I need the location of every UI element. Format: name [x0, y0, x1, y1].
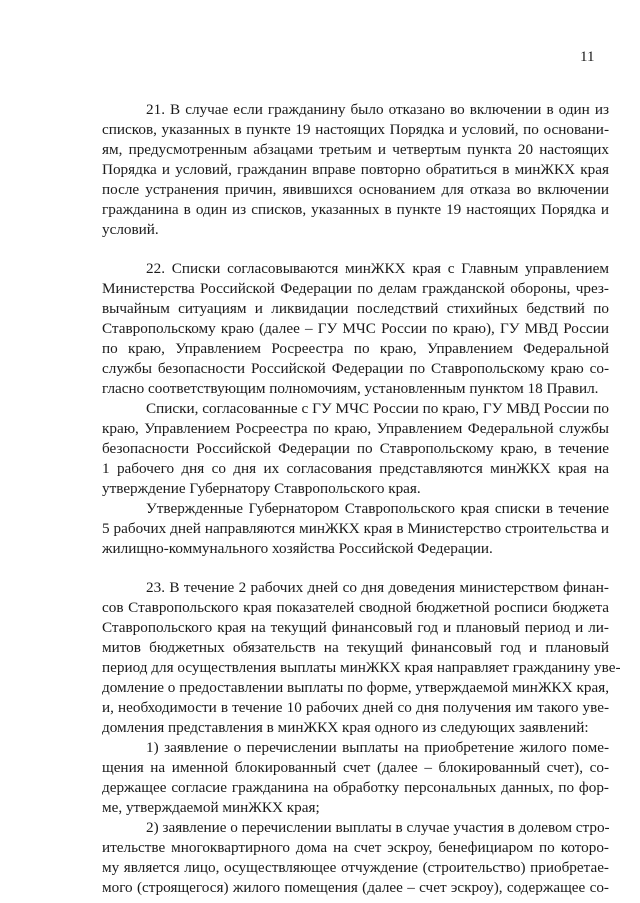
text-line: безопасности Российской Федерации по Ставропольскому краю, в течение [102, 440, 609, 457]
text-line: ительстве многоквартирного дома на счет эскроу, бенефициаром по которо- [102, 839, 609, 856]
text-line: мого (строящегося) жилого помещения (далее – счет эскроу), содержащее со- [102, 879, 609, 896]
text-line: 5 рабочих дней направляются минЖКХ края в Министерство строительства и [102, 520, 609, 537]
text-line: митов бюджетных обязательств на текущий финансовый год и плановый [102, 639, 609, 656]
text-line: му является лицо, осуществляющее отчуждение (строительство) приобретае- [102, 859, 609, 876]
text-line: Порядка и условий, гражданин вправе повторно обратиться в минЖКХ края [102, 161, 609, 178]
text-line: жилищно-коммунального хозяйства Российской Федерации. [102, 540, 493, 557]
text-line: гражданина в один из списков, указанных в пункте 19 настоящих Порядка и [102, 201, 609, 218]
paragraph-22-approved-lists [102, 399, 609, 499]
text-line: гласно соответствующим полномочиям, установленным пунктом 18 Правил. [102, 380, 599, 397]
list-item-1 [102, 738, 609, 818]
text-line: ям, предусмотренным абзацами третьим и четвертым пункта 20 настоящих [102, 141, 609, 158]
paragraph-23 [102, 578, 621, 738]
text-line: 1 рабочего дня со дня их согласования представляются минЖКХ края на [102, 460, 609, 477]
text-line: 1) заявление о перечислении выплаты на приобретение жилого поме- [146, 739, 609, 756]
document-body [102, 100, 621, 898]
text-line: по краю, Управлением Росреестра по краю, Управлением Федеральной [102, 340, 609, 357]
text-line: держащее согласие гражданина на обработку персональных данных, по фор- [102, 779, 609, 796]
text-line: краю, Управлением Росреестра по краю, Управлением Федеральной службы [102, 420, 609, 437]
text-line: Списки, согласованные с ГУ МЧС России по краю, ГУ МВД России по [146, 400, 609, 417]
text-line: период для осуществления выплаты минЖКХ края направляет гражданину уве- [102, 659, 621, 676]
paragraph-22 [102, 259, 609, 399]
text-line: 2) заявление о перечислении выплаты в случае участия в долевом стро- [146, 819, 610, 836]
text-line: сов Ставропольского края показателей сводной бюджетной росписи бюджета [102, 599, 609, 616]
text-line: службы безопасности Российской Федерации по Ставропольскому краю со- [102, 360, 609, 377]
text-line: 23. В течение 2 рабочих дней со дня доведения министерством финан- [146, 579, 609, 596]
text-line: Утвержденные Губернатором Ставропольского края списки в течение [146, 500, 609, 517]
text-line: домления представления в минЖКХ края одного из следующих заявлений: [102, 719, 589, 736]
text-line: 21. В случае если гражданину было отказано во включении в один из [146, 101, 609, 118]
text-line: щения на именной блокированный счет (далее – блокированный счет), со- [102, 759, 609, 776]
text-line: вычайным ситуациям и ликвидации последствий стихийных бедствий по [102, 300, 609, 317]
text-line: утверждение Губернатору Ставропольского края. [102, 480, 421, 497]
paragraph-22-governor-lists [102, 499, 609, 559]
page-number: 11 [580, 49, 595, 65]
text-line: после устранения причин, явившихся основанием для отказа во включении [102, 181, 609, 198]
text-line: списков, указанных в пункте 19 настоящих Порядка и условий, по основани- [102, 121, 609, 138]
list-item-2 [102, 818, 609, 898]
text-line: Ставропольскому краю (далее – ГУ МЧС России по краю), ГУ МВД России [102, 320, 609, 337]
text-line: и, необходимости в течение 10 рабочих дней со дня получения им такого уве- [102, 699, 609, 716]
text-line: ме, утверждаемой минЖКХ края; [102, 799, 320, 816]
text-line: Ставропольского края на текущий финансовый год и плановый период и ли- [102, 619, 609, 636]
paragraph-21 [102, 100, 609, 240]
text-line: Министерства Российской Федерации по делам гражданской обороны, чрез- [102, 280, 609, 297]
text-line: 22. Списки согласовываются минЖКХ края с Главным управлением [146, 260, 609, 277]
text-line: условий. [102, 221, 159, 238]
text-line: домление о предоставлении выплаты по форме, утверждаемой минЖКХ края, [102, 679, 609, 696]
